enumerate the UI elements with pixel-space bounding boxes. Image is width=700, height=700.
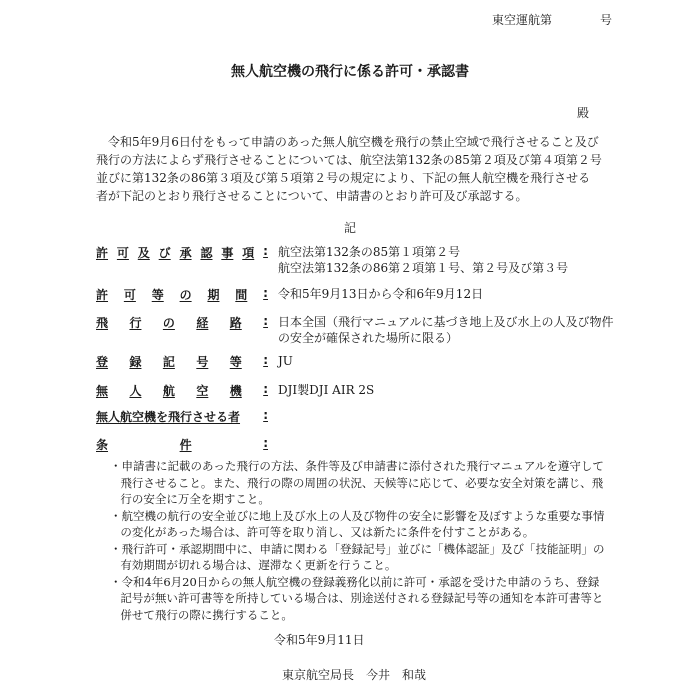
item-label-char: 期: [207, 288, 220, 302]
item-label: [96, 314, 268, 331]
item-label-char: :: [263, 286, 268, 300]
item-label-char: :: [263, 436, 268, 450]
item-value-line: 航空法第132条の86第２項第１号、第２号及び第３号: [278, 261, 569, 275]
item-label-char: 無人航空機を飛行させる者: [96, 410, 241, 424]
item-label-char: 可: [123, 288, 136, 302]
item-label: [96, 436, 268, 453]
item-label-char: 許: [96, 246, 109, 260]
item-label: [96, 408, 268, 425]
conditions-list: [110, 458, 610, 623]
item-label-char: 間: [235, 288, 248, 302]
document-number-prefix: 東空運航第: [492, 13, 553, 27]
item-label-char: :: [263, 408, 268, 422]
item-label-char: 等: [229, 355, 242, 369]
item-label-char: :: [263, 244, 268, 258]
item-label-char: 可: [116, 246, 129, 260]
item-value-line: 日本全国（飛行マニュアルに基づき地上及び水上の人及び物件の安全が確保された場所に限る）: [278, 315, 614, 345]
issue-date: 令和5年9月11日: [274, 633, 365, 647]
item-label-char: の: [162, 316, 175, 330]
item-value-line: 令和5年9月13日から令和6年9月12日: [278, 287, 484, 301]
document-title: 無人航空機の飛行に係る許可・承認書: [231, 64, 469, 80]
item-value: [278, 382, 616, 398]
item-label-char: 記: [162, 355, 175, 369]
item-label-char: 路: [229, 316, 242, 330]
item-label-char: 録: [129, 355, 142, 369]
item-value: [278, 286, 616, 302]
condition-item: ・申請書に記載のあった飛行の方法、条件等及び申請書に添付された飛行マニュアルを遵守して飛行させること。また、飛行の際の周囲の状況、天候等に応じて、必要な安全対策を講じ、飛行の安全に万全を期すこと。: [110, 459, 604, 506]
item-value: [278, 244, 616, 276]
condition-item: ・令和4年6月20日からの無人航空機の登録義務化以前に許可・承認を受けた申請のうち、登録記号が無い許可書等を所持している場合は、別途送付される登録記号等の通知を本許可書等と併せて飛行の際に携行すること。: [110, 574, 604, 622]
issuer: 東京航空局長 今井 和哉: [282, 668, 427, 682]
item-label-char: 事: [221, 246, 234, 260]
item-label-char: 経: [196, 316, 209, 330]
item-label-char: 人: [129, 384, 142, 398]
item-label-char: 条: [96, 438, 109, 452]
item-label-char: 承: [179, 246, 192, 260]
item-label-char: 認: [200, 246, 213, 260]
item-value-line: DJI製DJI AIR 2S: [278, 383, 375, 397]
document-number: [492, 11, 612, 28]
item-label-char: 航: [162, 384, 175, 398]
item-label-char: 無: [96, 384, 109, 398]
document-number-suffix: 号: [600, 13, 613, 27]
item-label-char: 号: [196, 355, 209, 369]
item-label: [96, 382, 268, 399]
item-label: [96, 286, 268, 303]
item-label-char: 飛: [96, 316, 109, 330]
item-value: [278, 353, 616, 369]
item-label-char: 行: [129, 316, 142, 330]
condition-item: ・飛行許可・承認期間中に、申請に関わる「登録記号」並びに「機体認証」及び「技能証明」の有効期間が切れる場合は、遅滞なく更新を行うこと。: [110, 541, 605, 572]
item-label-char: 空: [196, 384, 209, 398]
ki-heading: 記: [343, 221, 356, 235]
item-label-char: 件: [179, 438, 192, 452]
item-label-char: 機: [229, 384, 242, 398]
item-label-char: 許: [96, 288, 109, 302]
condition-item: ・航空機の航行の安全並びに地上及び水上の人及び物件の安全に影響を及ぼすような重要な事情の変化があった場合は、許可等を取り消し、又は新たに条件を付すことがある。: [110, 508, 605, 539]
item-label: [96, 353, 268, 370]
item-label-char: び: [158, 246, 171, 260]
item-value-line: 航空法第132条の85第１項第２号: [278, 245, 461, 259]
item-label-char: :: [263, 353, 268, 367]
item-label-char: 登: [96, 355, 109, 369]
item-label-char: :: [263, 314, 268, 328]
item-value-line: JU: [278, 354, 293, 368]
redacted-number: [552, 15, 588, 27]
item-label-char: 項: [242, 246, 255, 260]
addressee: 殿: [577, 106, 590, 120]
item-label-char: 及: [137, 246, 150, 260]
item-label-char: 等: [151, 288, 164, 302]
item-label-char: の: [179, 288, 192, 302]
body-paragraph: 令和5年9月6日付をもって申請のあった無人航空機を飛行の禁止空域で飛行させること及び飛行の方法によらず飛行させることについては、航空法第132条の85第２項及び第４項第２号並びに第132条の86第３項及び第５項第２号の規定により、下記の無人航空機を飛行させる者が下記のとおり飛行させることについて、申請書のとおり許可及び承認する。: [96, 135, 602, 203]
item-label-char: :: [263, 382, 268, 396]
item-value: [278, 314, 616, 346]
item-label: [96, 244, 268, 261]
